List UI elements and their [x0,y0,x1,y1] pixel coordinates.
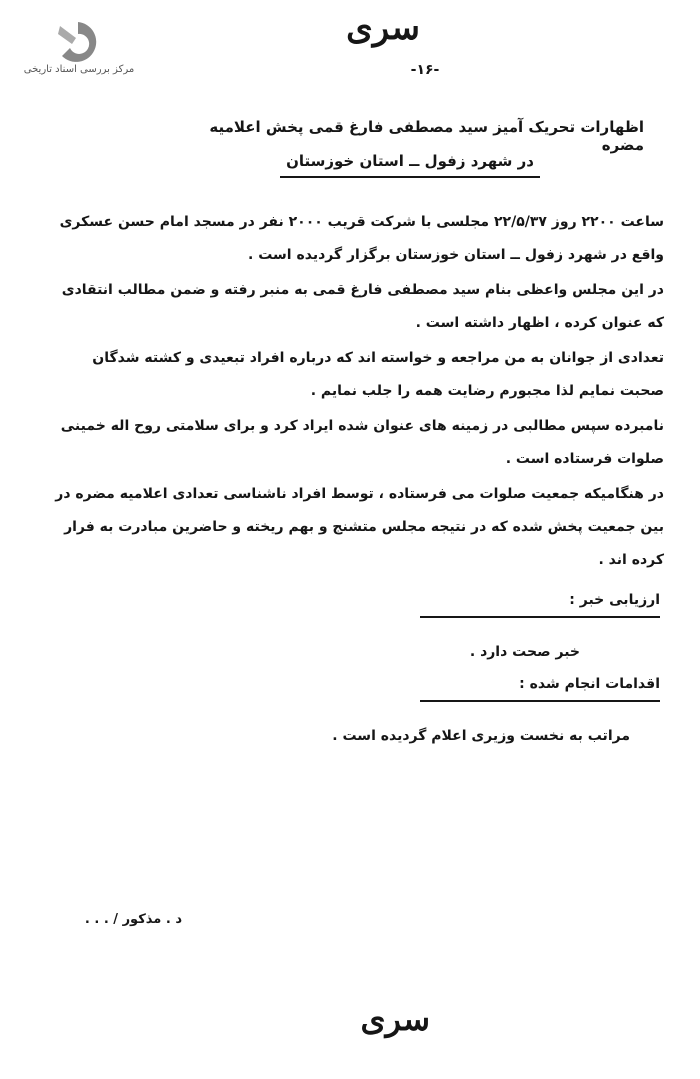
body-paragraph: ساعت ۲۲۰۰ روز ۲۲/۵/۳۷ مجلسی با شرکت قریب ۲۰۰۰ نفر در مسجد امام حسن عسکری واقع در شهرد زفول ــ استان خوزستان برگزار گردیده است . [59,214,664,263]
actions-heading: اقدامات انجام شده : [420,676,660,702]
page-number: -۱۶- [410,62,440,78]
archive-logo-icon [52,18,104,66]
body-paragraph: تعدادی از جوانان به من مراجعه و خواسته اند که درباره افراد تبعیدی و کشته شدگان صحبت نمایم لذا مجبورم رضایت همه را جلب نمایم . [92,350,664,399]
watermark-label: مرکز بررسی اسناد تاریخی [23,64,135,75]
footer-note: د . مذکور / . . . [84,912,182,927]
classification-stamp-bottom: سری [360,1000,430,1038]
assessment-text: خبر صحت دارد . [469,644,580,660]
body-paragraph: در این مجلس واعظی بنام سید مصطفی فارغ قمی به منبر رفته و ضمن مطالب انتقادی که عنوان کرده ، اظهار داشته است . [61,282,664,331]
assessment-heading: ارزیابی خبر : [420,592,660,618]
body-paragraph: نامبرده سپس مطالبی در زمینه های عنوان شده ایراد کرد و برای سلامتی روح اله خمینی صلوات فرستاده است . [60,418,664,467]
body-paragraph: در هنگامیکه جمعیت صلوات می فرستاده ، توسط افراد ناشناسی تعدادی اعلامیه مضره در بین جمعیت پخش شده که در نتیجه مجلس متشنج و بهم ریخته و حاضرین مبادرت به فرار کرده اند . [55,486,664,568]
document-title: اظهارات تحریک آمیز سید مصطفی فارغ قمی پخش اعلامیه مضره [209,118,644,154]
document-subtitle: در شهرد زفول ــ استان خوزستان [280,152,540,178]
classification-stamp-top: سری [346,8,420,48]
actions-text: مراتب به نخست وزیری اعلام گردیده است . [332,728,630,744]
